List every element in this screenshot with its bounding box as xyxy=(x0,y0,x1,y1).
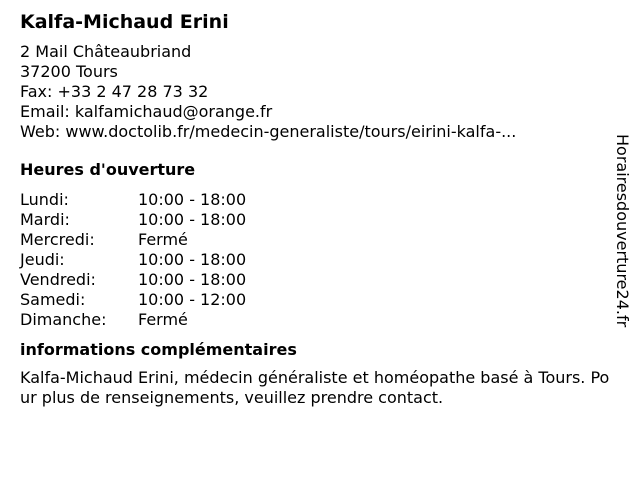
day-hours: 10:00 - 18:00 xyxy=(138,190,247,209)
hours-title: Heures d'ouverture xyxy=(20,160,196,179)
day-hours: 10:00 - 18:00 xyxy=(138,250,247,269)
info-title: informations complémentaires xyxy=(20,340,297,359)
day-hours: 10:00 - 18:00 xyxy=(138,210,247,229)
email-line: Email: kalfamichaud@orange.fr xyxy=(20,102,273,121)
hours-row xyxy=(20,270,246,290)
business-name: Kalfa-Michaud Erini xyxy=(20,11,229,33)
address-city: 37200 Tours xyxy=(20,62,118,81)
day-hours: 10:00 - 18:00 xyxy=(138,270,247,289)
opening-hours-table xyxy=(20,190,246,330)
address-street: 2 Mail Châteaubriand xyxy=(20,42,192,61)
site-watermark: Horairesdouverture24.fr xyxy=(613,134,632,328)
hours-row xyxy=(20,230,246,250)
hours-row xyxy=(20,290,246,310)
info-description: Kalfa-Michaud Erini, médecin généraliste et homéopathe basé à Tours. Pour plus de renseignements, veuillez prendre contact. xyxy=(20,368,610,407)
day-label: Mardi: xyxy=(20,210,70,229)
day-label: Vendredi: xyxy=(20,270,96,289)
day-label: Lundi: xyxy=(20,190,69,209)
hours-row xyxy=(20,190,246,210)
day-hours: Fermé xyxy=(138,230,188,249)
web-line: Web: www.doctolib.fr/medecin-generaliste/tours/eirini-kalfa-... xyxy=(20,122,517,141)
fax-line: Fax: +33 2 47 28 73 32 xyxy=(20,82,209,101)
hours-row xyxy=(20,250,246,270)
hours-row xyxy=(20,210,246,230)
hours-row xyxy=(20,310,246,330)
day-label: Samedi: xyxy=(20,290,86,309)
day-hours: 10:00 - 12:00 xyxy=(138,290,247,309)
day-label: Mercredi: xyxy=(20,230,95,249)
day-label: Jeudi: xyxy=(20,250,65,269)
day-label: Dimanche: xyxy=(20,310,107,329)
listing-card xyxy=(20,8,610,408)
day-hours: Fermé xyxy=(138,310,188,329)
